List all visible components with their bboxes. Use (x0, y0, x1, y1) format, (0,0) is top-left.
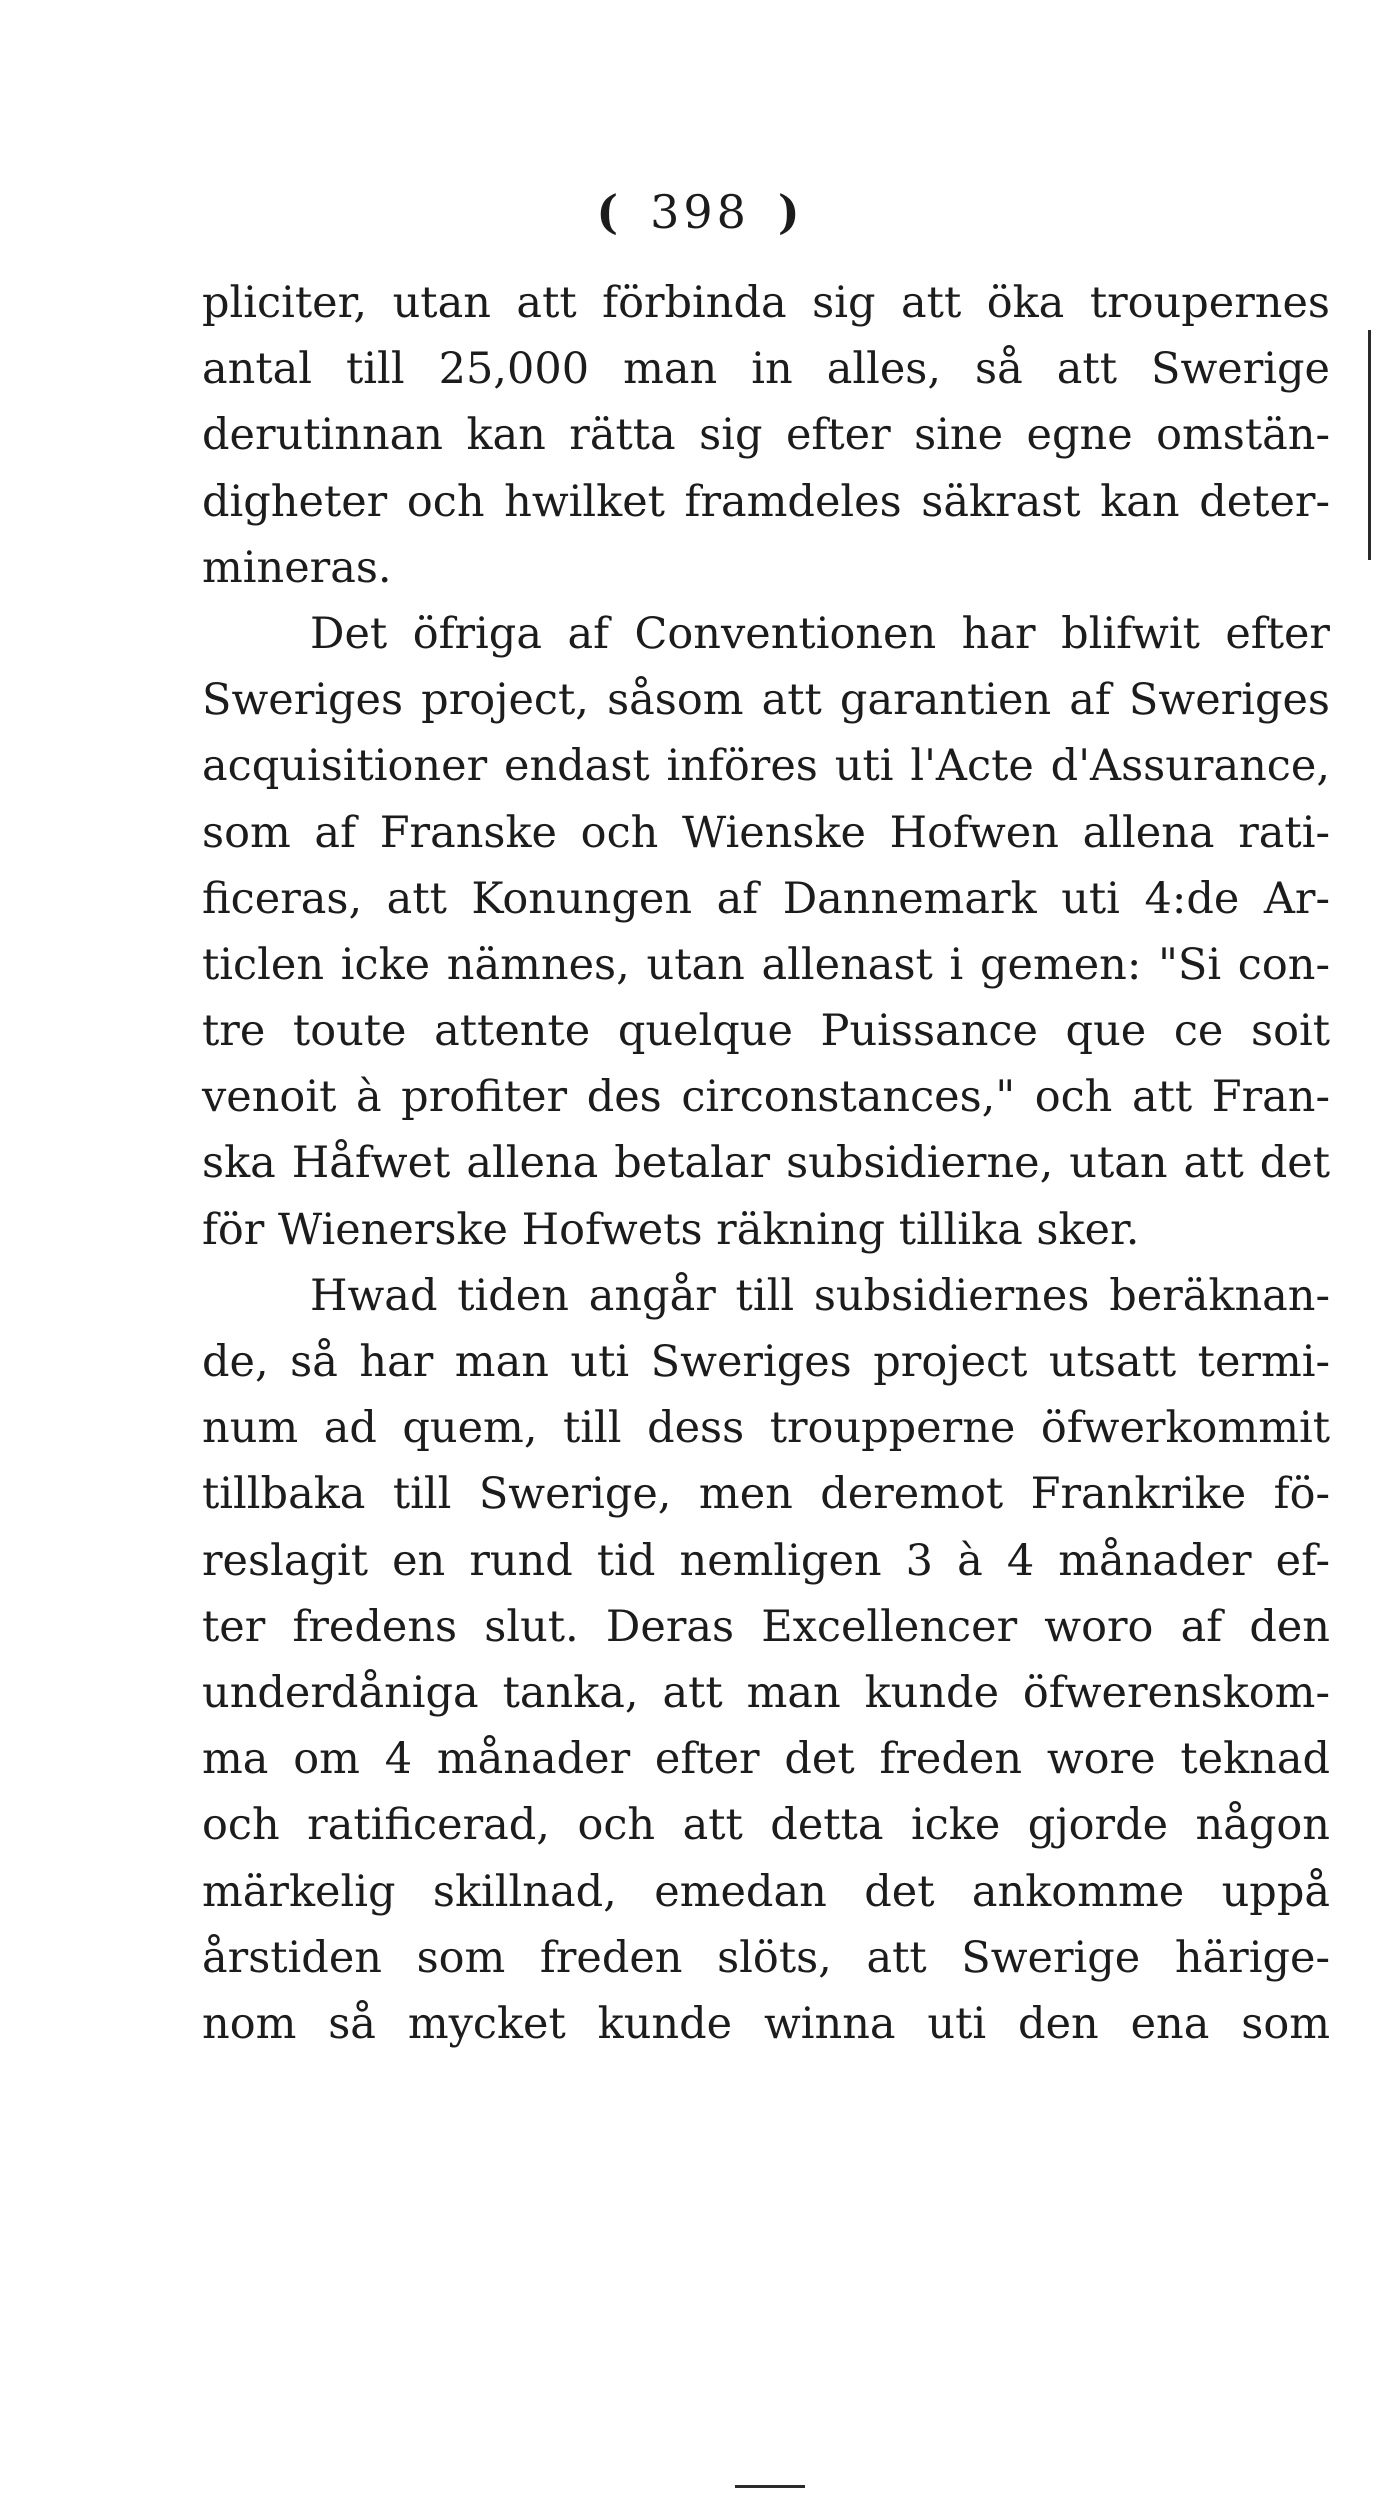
text-line: pliciter, utan att förbinda sig att öka troupernes (202, 278, 1330, 328)
text-line: Det öfriga af Conventionen har blifwit efter (310, 608, 1330, 659)
text-line: mineras. (202, 542, 392, 593)
text-line: underdåniga tanka, att man kunde öfwerenskom- (202, 1667, 1330, 1718)
text-line: för Wienerske Hofwets räkning tillika sker. (202, 1204, 1140, 1255)
body-text (202, 270, 1330, 2057)
text-line: ticlen icke nämnes, utan allenast i gemen: "Si con- (202, 939, 1330, 990)
text-line: reslagit en rund tid nemligen 3 à 4 månader ef- (202, 1535, 1330, 1586)
text-line: ficeras, att Konungen af Dannemark uti 4:de Ar- (202, 873, 1330, 924)
text-line: märkelig skillnad, emedan det ankomme uppå (202, 1866, 1330, 1917)
text-line: derutinnan kan rätta sig efter sine egne omstän- (202, 410, 1330, 461)
text-line: årstiden som freden slöts, att Swerige härige- (202, 1932, 1330, 1983)
text-line: ma om 4 månader efter det freden wore teknad (202, 1734, 1330, 1785)
page-number-header (0, 182, 1400, 242)
close-parenthesis: ) (777, 185, 804, 239)
text-line: tillbaka till Swerige, men deremot Frankrike fö- (202, 1469, 1330, 1520)
text-line: num ad quem, till dess troupperne öfwerkommit (202, 1403, 1330, 1454)
text-line: som af Franske och Wienske Hofwen allena rati- (202, 807, 1330, 858)
text-line: digheter och hwilket framdeles säkrast kan deter- (202, 476, 1330, 527)
text-line: ter fredens slut. Deras Excellencer woro af den (202, 1601, 1330, 1652)
open-parenthesis: ( (596, 185, 623, 239)
text-line: tre toute attente quelque Puissance que ce soit (202, 1006, 1330, 1057)
text-line: de, så har man uti Sweriges project utsatt termi- (202, 1337, 1330, 1387)
text-line: antal till 25,000 man in alles, så att Swerige (202, 344, 1330, 395)
page-number: 398 (650, 185, 750, 239)
text-line: Sweriges project, såsom att garantien af Sweriges (202, 675, 1330, 726)
text-line: nom så mycket kunde winna uti den ena som (202, 1998, 1330, 2049)
text-line: och ratificerad, och att detta icke gjorde någon (202, 1800, 1330, 1851)
scan-bottom-mark (735, 2485, 805, 2488)
text-line: acquisitioner endast införes uti l'Acte d'Assurance, (202, 741, 1330, 792)
scan-edge-mark (1368, 330, 1371, 560)
text-line: venoit à profiter des circonstances," och att Fran- (202, 1072, 1330, 1123)
text-line: ska Håfwet allena betalar subsidierne, utan att det (202, 1138, 1330, 1189)
text-line: Hwad tiden angår till subsidiernes beräknan- (310, 1270, 1330, 1321)
